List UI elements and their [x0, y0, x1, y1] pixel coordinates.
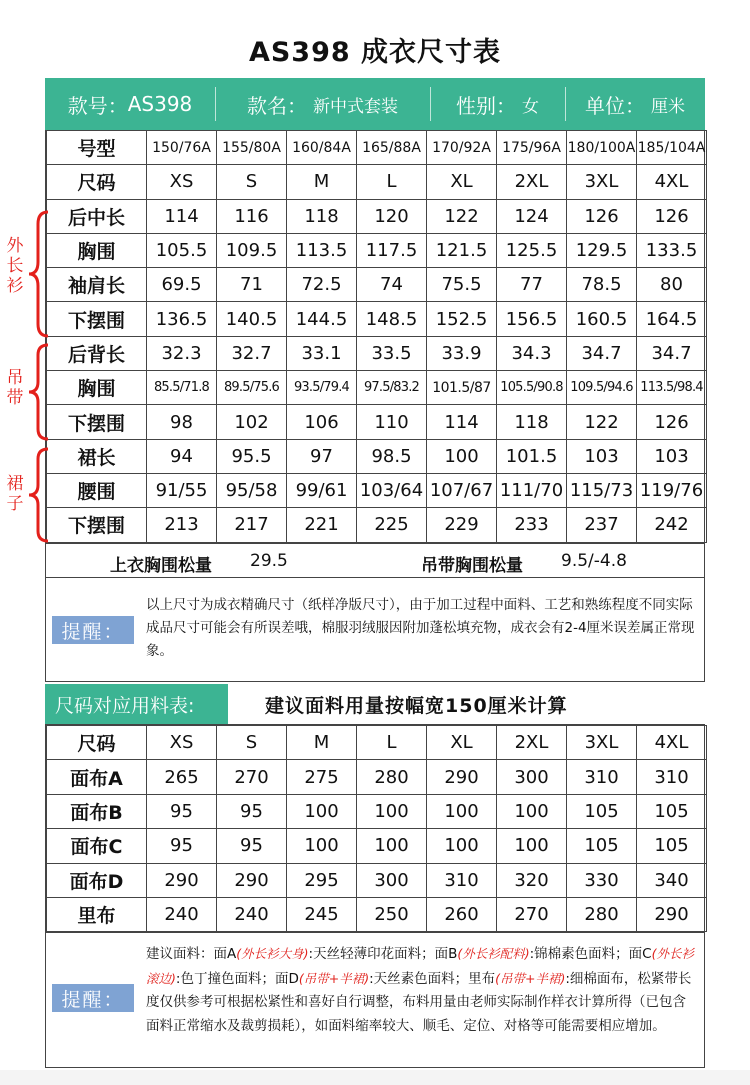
note2-part: :色丁撞色面料；面D	[175, 970, 299, 987]
style-name-value: 新中式套装	[313, 96, 398, 117]
table-cell: 125.5	[497, 233, 567, 267]
table-cell: 152.5	[427, 302, 497, 336]
table-cell: 118	[497, 405, 567, 439]
size-table-box	[45, 130, 705, 544]
note-text-2	[146, 942, 698, 1038]
table-cell: 265	[147, 760, 217, 794]
row-header: 下摆围	[47, 405, 147, 439]
table-cell: 98.5	[357, 439, 427, 473]
table-row	[47, 473, 707, 507]
table-cell: 97.5/83.2	[357, 371, 427, 405]
table-cell: 126	[567, 199, 637, 233]
table-cell: 155/80A	[217, 131, 287, 165]
table-cell: 71	[217, 268, 287, 302]
note-box-2	[45, 926, 705, 1068]
table-cell: 290	[217, 863, 287, 897]
row-header: 袖肩长	[47, 268, 147, 302]
table-row	[47, 199, 707, 233]
table-row	[47, 131, 707, 165]
row-header: 后中长	[47, 199, 147, 233]
table-cell: 280	[567, 897, 637, 931]
row-header: 面布A	[47, 760, 147, 794]
table-cell: 122	[427, 199, 497, 233]
row-header: 里布	[47, 897, 147, 931]
table-cell: 116	[217, 199, 287, 233]
table-cell: 110	[357, 405, 427, 439]
table-cell: XL	[427, 165, 497, 199]
table-cell: 300	[357, 863, 427, 897]
table-row	[47, 405, 707, 439]
table-cell: 103	[637, 439, 707, 473]
table-cell: 95.5	[217, 439, 287, 473]
table-cell: 106	[287, 405, 357, 439]
table-cell: 3XL	[567, 165, 637, 199]
table-cell: 97	[287, 439, 357, 473]
table-row	[47, 508, 707, 542]
table-row	[47, 439, 707, 473]
table-cell: 101.5	[497, 439, 567, 473]
note2-red: (外长衫大身)	[236, 946, 309, 961]
note2-part: :天丝轻薄印花面料；面B	[308, 946, 458, 962]
group-label-cami-text: 吊带	[6, 368, 24, 408]
table-cell: 113.5	[287, 233, 357, 267]
table-row	[47, 268, 707, 302]
table-cell: 100	[427, 829, 497, 863]
table-cell: 229	[427, 508, 497, 542]
fabric-section-subtitle: 建议面料用量按幅宽150厘米计算	[265, 695, 568, 717]
row-header: 尺码	[47, 165, 147, 199]
table-cell: 72.5	[287, 268, 357, 302]
table-cell: 91/55	[147, 473, 217, 507]
table-cell: 103/64	[357, 473, 427, 507]
table-row	[47, 302, 707, 336]
cami-ease-value: 9.5/-4.8	[561, 551, 627, 571]
table-cell: XS	[147, 165, 217, 199]
table-row	[47, 760, 707, 794]
table-cell: 34.7	[567, 336, 637, 370]
note2-part: :锦棉素色面料；面C	[529, 946, 652, 962]
table-cell: 225	[357, 508, 427, 542]
table-cell: 260	[427, 897, 497, 931]
cami-ease-label: 吊带胸围松量	[421, 556, 523, 576]
table-cell: 32.7	[217, 336, 287, 370]
table-cell: 340	[637, 863, 707, 897]
table-cell: 33.9	[427, 336, 497, 370]
fabric-section-header	[45, 684, 705, 724]
table-cell: 233	[497, 508, 567, 542]
table-cell: 100	[497, 794, 567, 828]
gender-label: 性别：	[456, 93, 516, 118]
table-cell: 144.5	[287, 302, 357, 336]
table-cell: 133.5	[637, 233, 707, 267]
table-cell: 101.5/87	[427, 371, 497, 405]
gender-cell	[430, 78, 565, 130]
table-cell: 129.5	[567, 233, 637, 267]
brace-outer	[26, 210, 50, 338]
note2-red: (外长衫配料)	[457, 946, 530, 961]
table-cell: XL	[427, 726, 497, 760]
table-cell: M	[287, 165, 357, 199]
table-cell: L	[357, 726, 427, 760]
table-cell: 150/76A	[147, 131, 217, 165]
table-cell: 310	[637, 760, 707, 794]
table-cell: 100	[427, 439, 497, 473]
table-cell: 140.5	[217, 302, 287, 336]
table-cell: 270	[217, 760, 287, 794]
table-cell: 98	[147, 405, 217, 439]
table-cell: 100	[287, 794, 357, 828]
table-cell: 109.5/94.6	[567, 371, 637, 405]
table-cell: 300	[497, 760, 567, 794]
group-label-skirt	[5, 474, 25, 514]
row-header: 面布B	[47, 794, 147, 828]
table-cell: 95	[217, 829, 287, 863]
table-cell: 118	[287, 199, 357, 233]
table-cell: 33.5	[357, 336, 427, 370]
table-row	[47, 336, 707, 370]
table-cell: 160.5	[567, 302, 637, 336]
table-cell: 126	[637, 405, 707, 439]
table-cell: 102	[217, 405, 287, 439]
table-cell: 117.5	[357, 233, 427, 267]
group-label-cami	[5, 368, 25, 408]
table-cell: 105	[637, 829, 707, 863]
bottom-strip	[0, 1070, 750, 1085]
table-cell: 240	[217, 897, 287, 931]
brace-cami	[26, 343, 50, 441]
table-cell: 100	[357, 794, 427, 828]
table-cell: 100	[357, 829, 427, 863]
table-cell: 105	[567, 829, 637, 863]
table-cell: 290	[427, 760, 497, 794]
row-header: 号型	[47, 131, 147, 165]
table-cell: 185/104A	[637, 131, 707, 165]
style-no-label: 款号：	[67, 93, 128, 118]
unit-label: 单位：	[585, 93, 645, 118]
table-cell: 85.5/71.8	[147, 371, 217, 405]
table-cell: 245	[287, 897, 357, 931]
row-header: 下摆围	[47, 302, 147, 336]
row-header: 尺码	[47, 726, 147, 760]
table-cell: 213	[147, 508, 217, 542]
table-cell: 250	[357, 897, 427, 931]
table-cell: 69.5	[147, 268, 217, 302]
fabric-table-box	[45, 724, 705, 933]
note2-red: (吊带+半裙)	[298, 970, 370, 986]
info-header	[45, 78, 705, 130]
table-row	[47, 233, 707, 267]
table-cell: 105	[567, 794, 637, 828]
table-cell: 121.5	[427, 233, 497, 267]
table-cell: 119/76	[637, 473, 707, 507]
table-cell: 310	[567, 760, 637, 794]
table-cell: 100	[287, 829, 357, 863]
row-header: 胸围	[47, 233, 147, 267]
table-cell: S	[217, 726, 287, 760]
table-row	[47, 165, 707, 199]
style-name-cell	[215, 78, 430, 130]
reminder-badge: 提醒：	[52, 984, 134, 1012]
table-cell: 156.5	[497, 302, 567, 336]
note2-part: :细棉面布，松紧带长度仅供参考可根据松紧性和喜好自行调整，布料用量由老师实际制作样衣计算所得（已包含面料正常缩水及裁剪损耗），如面料缩率较大、顺毛、定位、对格等可能需要相应增加。	[146, 970, 692, 1034]
table-cell: 221	[287, 508, 357, 542]
table-cell: 122	[567, 405, 637, 439]
table-cell: 2XL	[497, 165, 567, 199]
table-cell: 78.5	[567, 268, 637, 302]
table-cell: 295	[287, 863, 357, 897]
table-cell: S	[217, 165, 287, 199]
style-name-label: 款名：	[247, 93, 307, 118]
row-header: 下摆围	[47, 508, 147, 542]
table-cell: 100	[497, 829, 567, 863]
table-cell: 107/67	[427, 473, 497, 507]
table-cell: 175/96A	[497, 131, 567, 165]
table-cell: 105.5	[147, 233, 217, 267]
table-cell: 330	[567, 863, 637, 897]
row-header: 裙长	[47, 439, 147, 473]
table-cell: 74	[357, 268, 427, 302]
table-cell: 126	[637, 199, 707, 233]
table-cell: 111/70	[497, 473, 567, 507]
fabric-table	[46, 725, 707, 932]
table-cell: 105	[637, 794, 707, 828]
table-row	[47, 863, 707, 897]
table-cell: 2XL	[497, 726, 567, 760]
table-cell: 320	[497, 863, 567, 897]
unit-cell	[565, 78, 705, 130]
table-cell: 170/92A	[427, 131, 497, 165]
table-cell: 4XL	[637, 726, 707, 760]
table-cell: 95	[217, 794, 287, 828]
table-row	[47, 371, 707, 405]
table-cell: 275	[287, 760, 357, 794]
table-cell: 75.5	[427, 268, 497, 302]
table-cell: 89.5/75.6	[217, 371, 287, 405]
style-no-value: AS398	[127, 92, 193, 116]
table-cell: 114	[147, 199, 217, 233]
table-cell: 270	[497, 897, 567, 931]
table-cell: 290	[637, 897, 707, 931]
unit-value: 厘米	[651, 96, 685, 117]
table-cell: M	[287, 726, 357, 760]
ease-row	[45, 544, 705, 578]
table-cell: 280	[357, 760, 427, 794]
note2-part: 建议面料：面A	[146, 946, 237, 962]
table-cell: 164.5	[637, 302, 707, 336]
table-cell: 93.5/79.4	[287, 371, 357, 405]
page-title: AS398 成衣尺寸表	[248, 37, 502, 68]
gender-value: 女	[522, 96, 539, 117]
table-cell: 136.5	[147, 302, 217, 336]
table-row	[47, 726, 707, 760]
row-header: 后背长	[47, 336, 147, 370]
brace-skirt	[26, 447, 50, 543]
table-cell: 80	[637, 268, 707, 302]
table-cell: 240	[147, 897, 217, 931]
note2-part: :天丝素色面料；里布	[369, 970, 496, 987]
table-cell: 109.5	[217, 233, 287, 267]
table-cell: 242	[637, 508, 707, 542]
top-ease-label: 上衣胸围松量	[110, 556, 212, 576]
table-cell: 217	[217, 508, 287, 542]
table-cell: 114	[427, 405, 497, 439]
group-label-outer	[5, 236, 25, 296]
table-row	[47, 829, 707, 863]
table-cell: 100	[427, 794, 497, 828]
reminder-badge: 提醒：	[52, 616, 134, 644]
table-cell: 3XL	[567, 726, 637, 760]
table-cell: 148.5	[357, 302, 427, 336]
table-cell: 165/88A	[357, 131, 427, 165]
table-cell: 4XL	[637, 165, 707, 199]
top-ease-value: 29.5	[250, 551, 288, 571]
table-cell: 99/61	[287, 473, 357, 507]
table-cell: 34.3	[497, 336, 567, 370]
row-header: 面布C	[47, 829, 147, 863]
table-cell: 94	[147, 439, 217, 473]
row-header: 腰围	[47, 473, 147, 507]
fabric-section-label: 尺码对应用料表:	[45, 684, 228, 724]
table-cell: 310	[427, 863, 497, 897]
table-cell: 34.7	[637, 336, 707, 370]
table-cell: 33.1	[287, 336, 357, 370]
size-table	[46, 130, 707, 543]
table-cell: 120	[357, 199, 427, 233]
table-cell: 115/73	[567, 473, 637, 507]
table-cell: 103	[567, 439, 637, 473]
style-no-cell	[45, 78, 215, 130]
table-cell: 95	[147, 829, 217, 863]
table-cell: 180/100A	[567, 131, 637, 165]
row-header: 面布D	[47, 863, 147, 897]
table-cell: 105.5/90.8	[497, 371, 567, 405]
table-cell: XS	[147, 726, 217, 760]
table-cell: L	[357, 165, 427, 199]
note2-red: (外长衫滚边)	[146, 946, 694, 986]
table-cell: 290	[147, 863, 217, 897]
note-text-1: 以上尺寸为成衣精确尺寸（纸样净版尺寸），由于加工过程中面料、工艺和熟练程度不同实际成品尺寸可能会有所误差哦，棉服羽绒服因附加蓬松填充物，成衣会有2-4厘米误差属正常现象。	[146, 597, 695, 659]
table-cell: 113.5/98.4	[637, 371, 707, 405]
table-cell: 77	[497, 268, 567, 302]
table-cell: 95	[147, 794, 217, 828]
row-header: 胸围	[47, 371, 147, 405]
note-box-1	[45, 578, 705, 682]
table-row	[47, 794, 707, 828]
table-cell: 124	[497, 199, 567, 233]
table-cell: 95/58	[217, 473, 287, 507]
table-cell: 237	[567, 508, 637, 542]
group-label-skirt-text: 裙子	[6, 474, 24, 514]
group-label-outer-text: 外长衫	[6, 236, 24, 296]
table-cell: 32.3	[147, 336, 217, 370]
note2-red: (吊带+半裙)	[495, 970, 566, 986]
table-cell: 160/84A	[287, 131, 357, 165]
